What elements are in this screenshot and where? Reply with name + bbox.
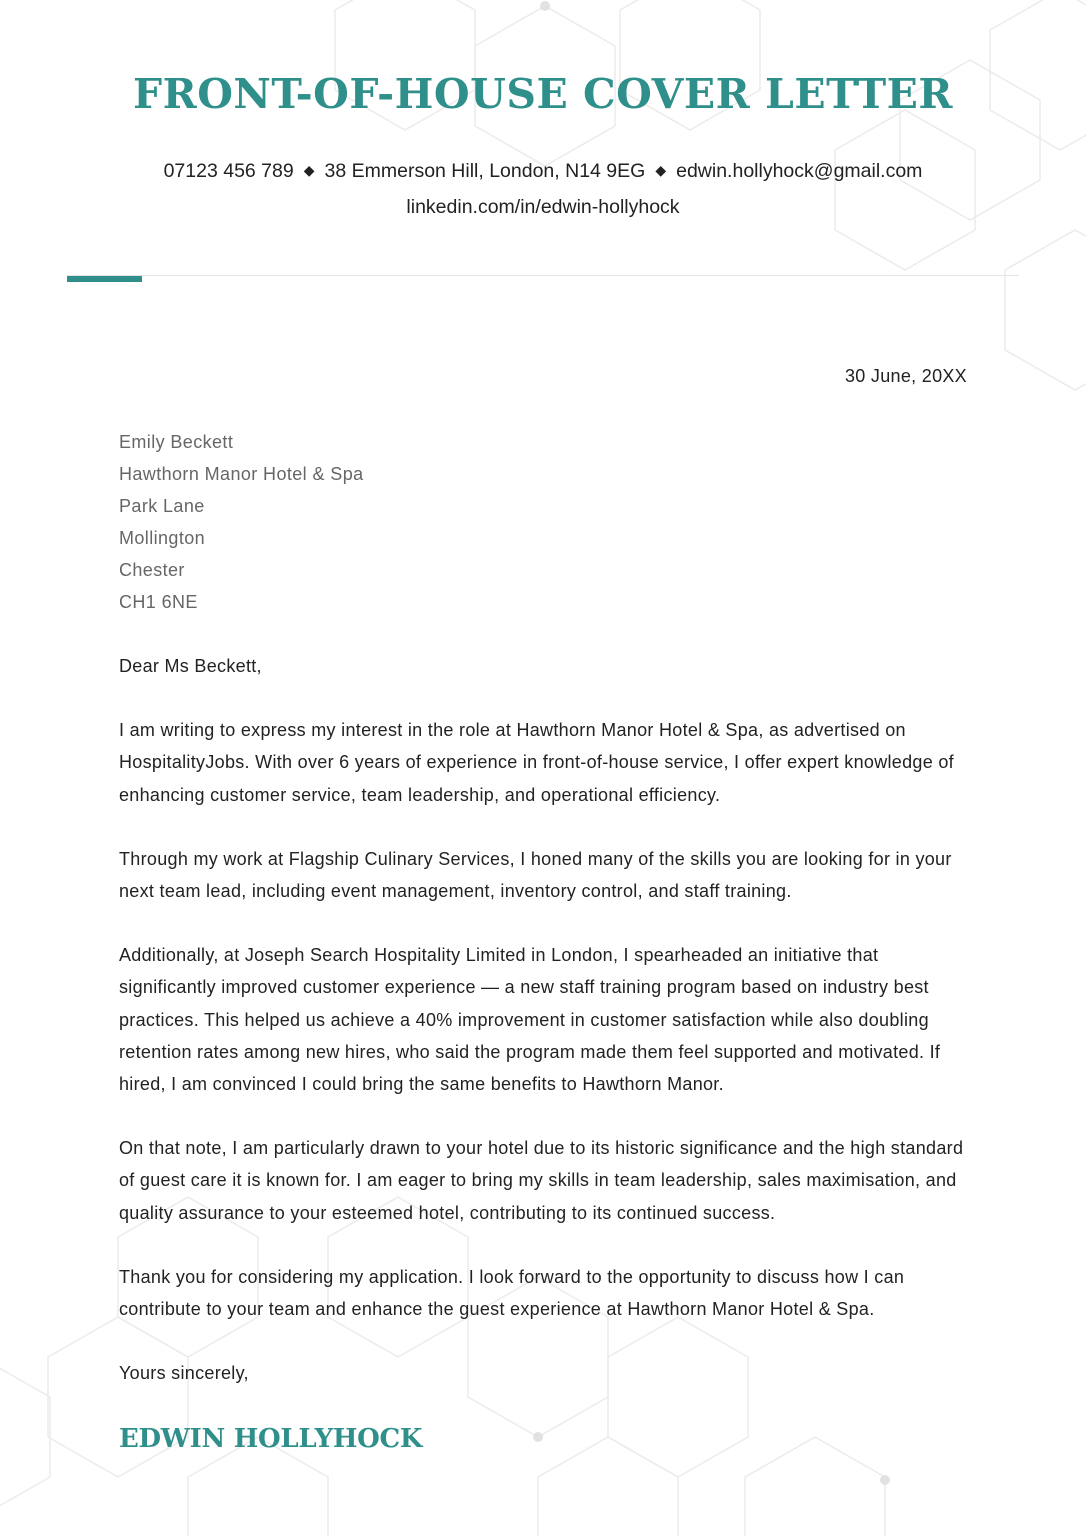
letter-body [119,650,971,1457]
recipient-postcode: CH1 6NE [119,592,198,612]
body-paragraph: Through my work at Flagship Culinary Services, I honed many of the skills you are looking for in your next team lead, including event management, inventory control, and staff training. [119,848,952,902]
recipient-name: Emily Beckett [119,432,234,452]
body-paragraph: Additionally, at Joseph Search Hospitality Limited in London, I spearheaded an initiative that significantly improved customer experience — a new staff training program based on industry best practices. This helped us achieve a 40% improvement in customer satisfaction while also doubling retention rates among new hires, who said the program made them feel supported and motivated. If hired, I am convinced I could bring the same benefits to Hawthorn Manor. [119,945,941,1095]
signature-name: EDWIN HOLLYHOCK [119,1424,423,1455]
recipient-town: Mollington [119,528,206,548]
phone-number: 07123 456 789 [163,160,294,182]
diamond-separator-icon: ◆ [303,162,315,178]
contact-info [0,154,1086,225]
linkedin-url: linkedin.com/in/edwin-hollyhock [406,196,680,218]
salutation: Dear Ms Beckett, [119,656,262,676]
closing-line: Yours sincerely, [119,1363,249,1384]
home-address: 38 Emmerson Hill, London, N14 9EG [324,160,646,182]
recipient-company: Hawthorn Manor Hotel & Spa [119,464,364,484]
header-divider [67,275,1019,276]
body-paragraph: Thank you for considering my application. I look forward to the opportunity to discuss how I can contribute to your team and enhance the guest experience at Hawthorn Manor Hotel & Spa. [119,1266,905,1320]
recipient-city: Chester [119,560,185,580]
letter-date: 30 June, 20XX [845,366,967,386]
recipient-street: Park Lane [119,496,205,516]
body-paragraph: On that note, I am particularly drawn to your hotel due to its historic significance and the high standard of guest care it is known for. I am eager to bring my skills in team leadership, sales maximisation, and quality assurance to your esteemed hotel, contributing to its continued success. [119,1138,964,1223]
header-divider-accent [67,276,142,282]
email-address: edwin.hollyhock@gmail.com [676,160,923,182]
body-paragraph: I am writing to express my interest in the role at Hawthorn Manor Hotel & Spa, as advertised on HospitalityJobs. With over 6 years of experience in front-of-house service, I offer expert knowledge of enhancing customer service, team leadership, and operational efficiency. [119,720,954,805]
page-title: FRONT-OF-HOUSE COVER LETTER [133,70,953,118]
contact-line-primary [0,154,1086,190]
diamond-separator-icon: ◆ [655,162,667,178]
recipient-address-block [119,426,364,618]
